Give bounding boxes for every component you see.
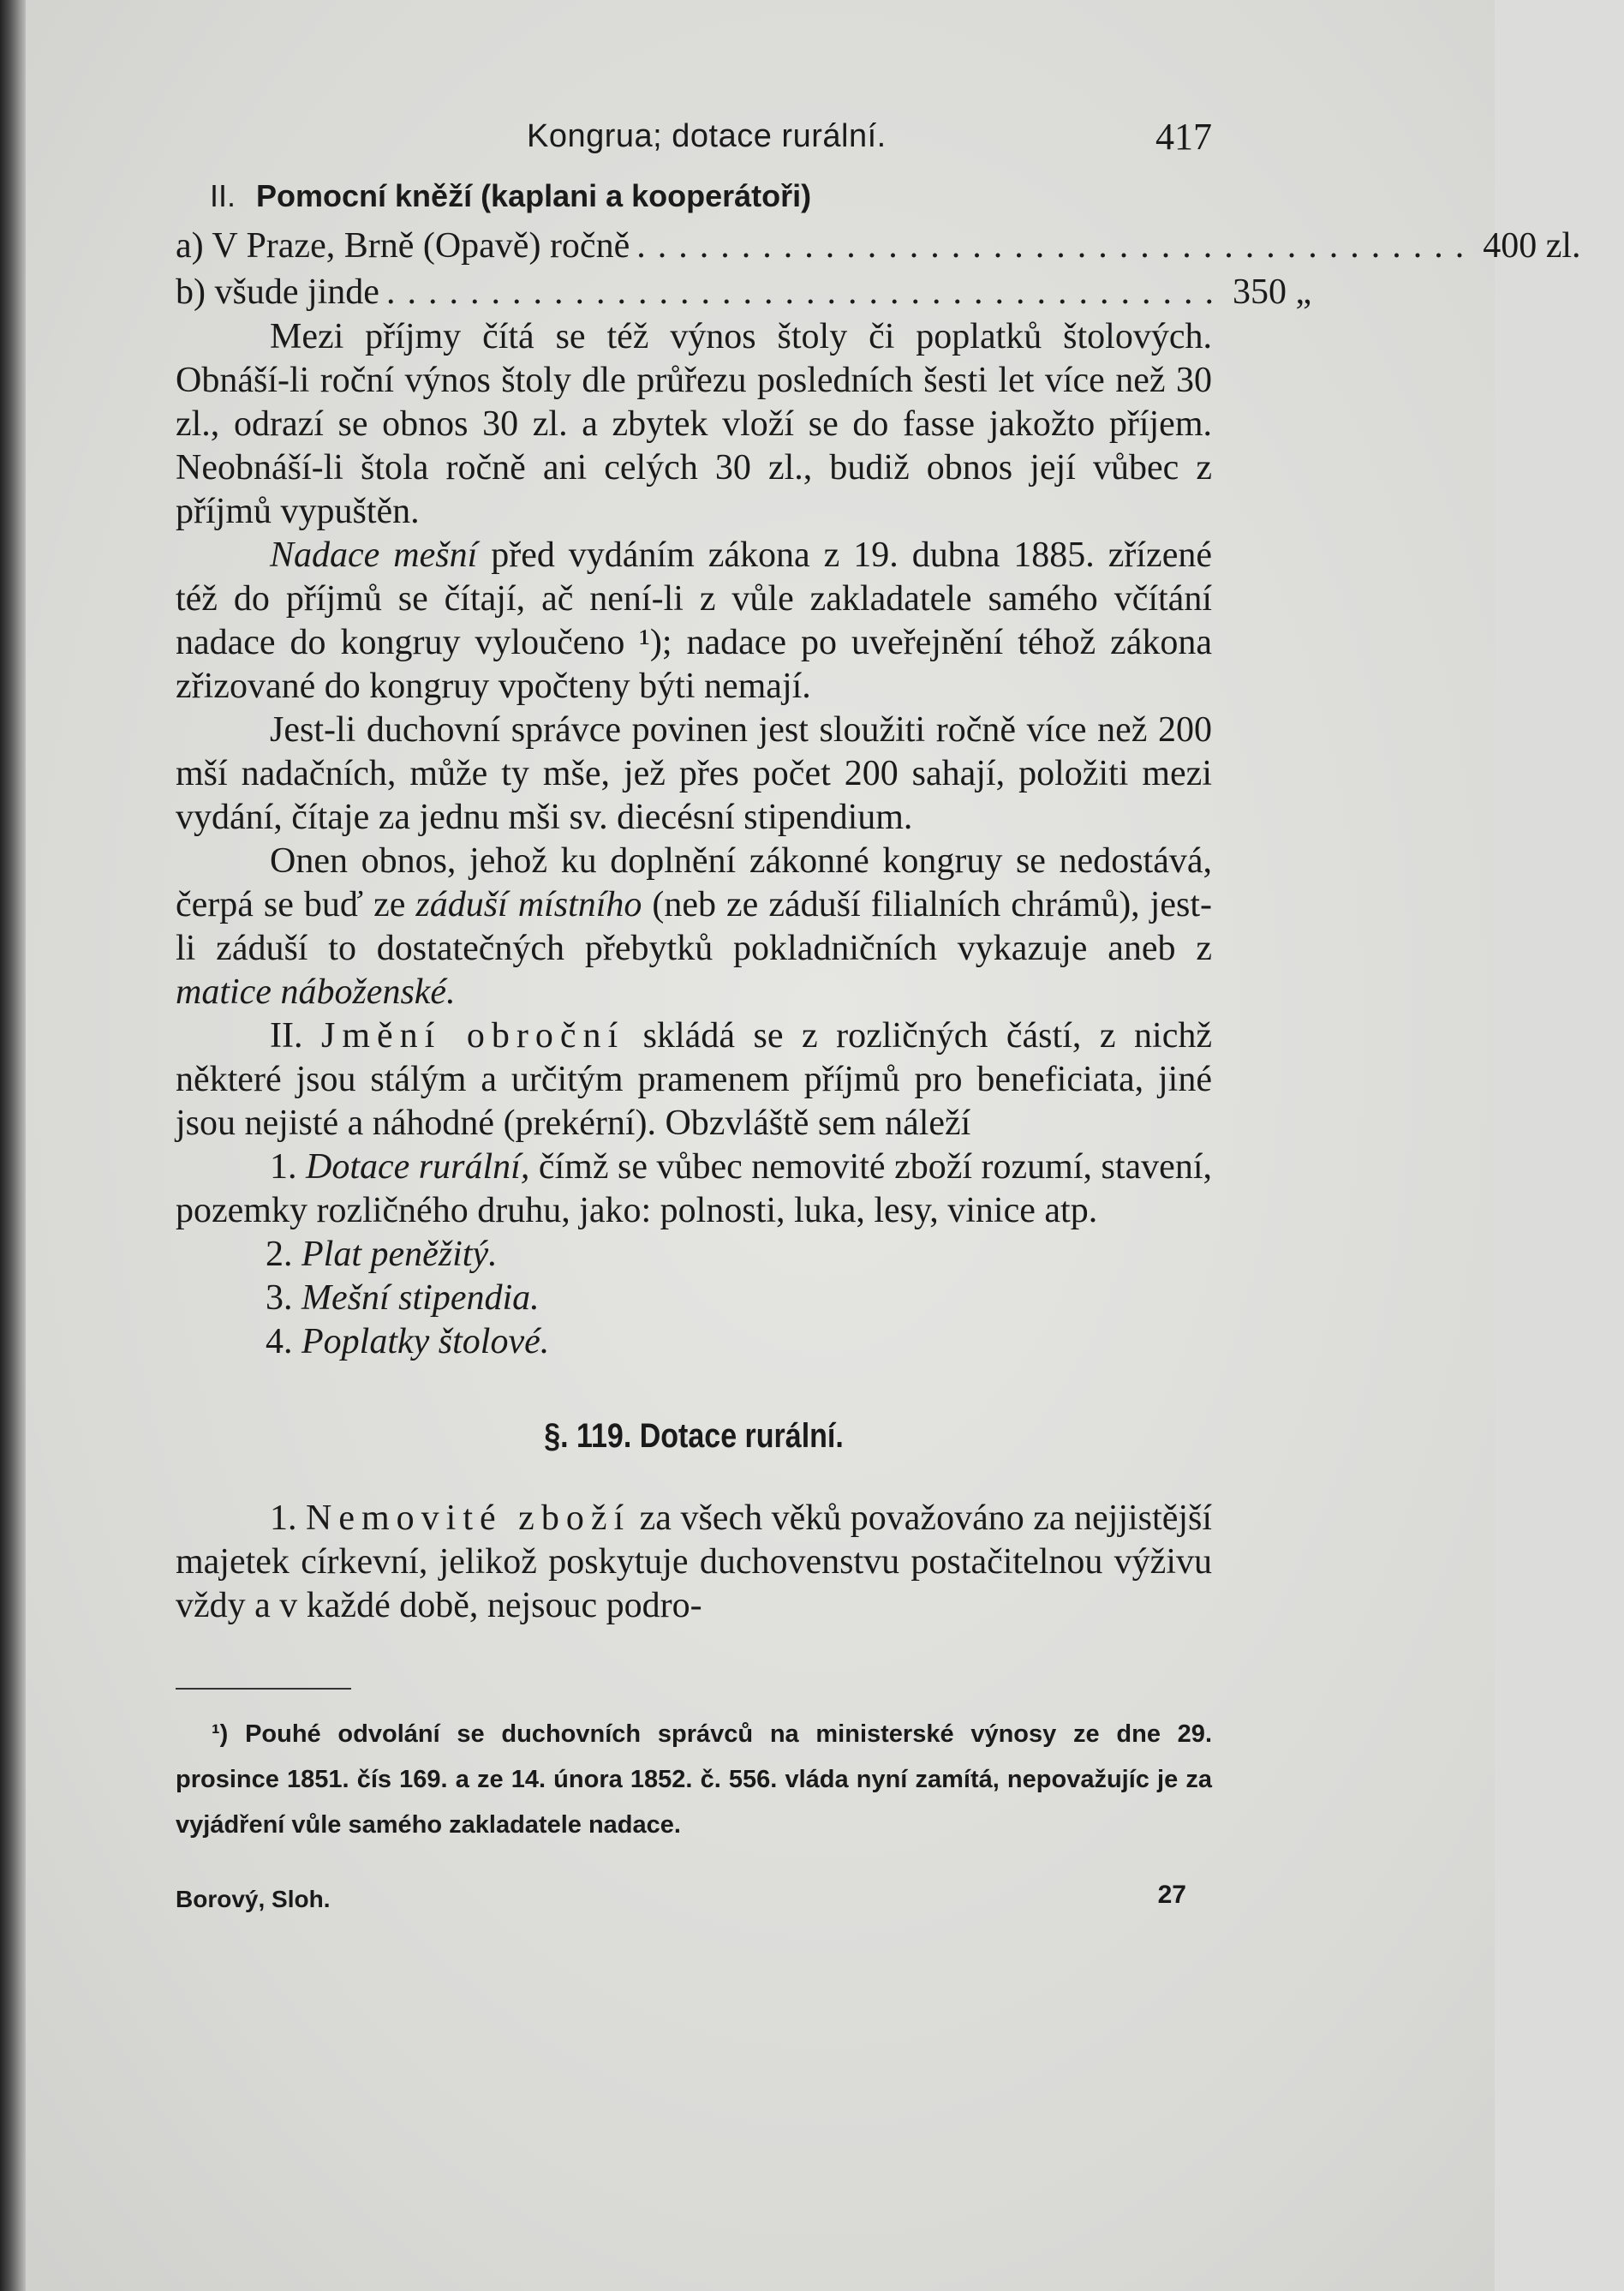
emphasis: záduší místního	[415, 885, 642, 924]
leader-dots: ........................................	[636, 226, 1477, 266]
paragraph-text: Onen obnos, jehož ku doplnění zákonné kongruy se nedostává, čerpá se buď ze	[176, 841, 1212, 924]
rate-label: b) všude jinde	[176, 272, 379, 312]
subheading	[210, 178, 1212, 214]
emphasis: Poplatky štolové.	[302, 1322, 550, 1361]
rate-row	[176, 223, 1581, 269]
page-number: 417	[1155, 116, 1212, 158]
text-block	[176, 103, 1581, 1929]
spaced-term: Jmění obroční	[321, 1016, 625, 1056]
paragraph-text: (neb ze záduší filialních chrámů), jest-li záduší to dostatečných přebytků pokladničních vykazuje aneb z	[176, 885, 1212, 968]
footnote	[176, 1712, 1212, 1848]
list-item	[266, 1320, 1212, 1364]
footnote-marker: ¹)	[212, 1720, 229, 1748]
signature-number: 27	[1157, 1881, 1186, 1909]
emphasis: matice náboženské.	[176, 972, 456, 1012]
rate-amount: 400 zl.	[1483, 226, 1581, 266]
rate-label: a) V Praze, Brně (Opavě) ročně	[176, 226, 630, 266]
paragraph-mse: Jest-li duchovní správce povinen jest sloužiti ročně více než 200 mší nadačních, může ty mše, jež přes počet 200 sahají, položiti mezi vydání, čítaje za jednu mši sv. diecésní stipendium.	[176, 710, 1212, 837]
paragraph-stola: Mezi příjmy čítá se též výnos štoly či poplatků štolových. Obnáší-li roční výnos štoly dle průřezu posledních šesti let více než 30 zl., odrazí se obnos 30 zl. a zbytek vloží se do fasse jakožto příjem. Neobnáší-li štola ročně ani celých 30 zl., budiž obnos její vůbec z příjmů vypuštěn.	[176, 317, 1212, 531]
signature-author: Borový, Sloh.	[176, 1886, 331, 1912]
list-text: čímž se vůbec nemovité zboží rozumí, stavení, pozemky rozličného druhu, jako: polnosti, luka, lesy, vinice atp.	[176, 1147, 1212, 1230]
subheading-number: II.	[210, 178, 236, 213]
leader-dots: ........................................	[385, 272, 1226, 312]
list-number: 4.	[266, 1322, 302, 1361]
footnote-text: Pouhé odvolání se duchovních správců na ministerské výnosy ze dne 29. prosince 1851. čís 169. a ze 14. února 1852. č. 556. vláda nyní zamítá, nepovažujíc je za vyjádření vůle samého zakladatele nadace.	[176, 1720, 1212, 1839]
paragraph-text: skládá se z rozličných částí, z nichž některé jsou stálým a určitým pramenem příjmů pro beneficiata, jiné jsou nejisté a náhodné (prekérní). Obzvláště sem náleží	[176, 1016, 1212, 1143]
emphasis: Dotace rurální,	[306, 1147, 530, 1187]
section-heading: §. 119. Dotace rurální.	[544, 1417, 844, 1455]
list-number: 3.	[266, 1278, 302, 1318]
list-number: 1.	[270, 1147, 307, 1187]
subheading-text: Pomocní kněží (kaplani a kooperátoři)	[256, 178, 812, 213]
paragraph-nemovite	[176, 1497, 1212, 1628]
emphasis: Nadace mešní	[270, 535, 478, 575]
paragraph-number: II.	[270, 1016, 321, 1056]
footnote-rule	[176, 1688, 351, 1690]
paragraph-jmeni	[176, 1014, 1212, 1146]
signature-line	[176, 1869, 1212, 1929]
rate-row	[176, 269, 1312, 315]
book-spine-shadow	[0, 0, 26, 2291]
rate-amount: 350 „	[1232, 272, 1312, 312]
running-head	[176, 103, 1212, 171]
emphasis: Plat peněžitý.	[302, 1235, 498, 1274]
paragraph-nadace	[176, 534, 1212, 709]
list-item	[176, 1146, 1212, 1233]
running-head-title: Kongrua; dotace rurální.	[527, 118, 887, 154]
paragraph-number: 1.	[270, 1498, 307, 1538]
list-number: 2.	[266, 1235, 302, 1274]
paragraph-text: za všech věků považováno za nejjistější majetek církevní, jelikož poskytuje duchovenstvu postačitelnou výživu vždy a v každé době, nejsouc podro-	[176, 1498, 1213, 1625]
paragraph-text: před vydáním zákona z 19. dubna 1885. zřízené též do příjmů se čítají, ač není-li z vůle zakladatele samého včítání nadace do kongruy vyloučeno ¹); nadace po uveřejnění téhož zákona zřizované do kongruy vpočteny býti nemají.	[176, 535, 1212, 706]
list-item	[266, 1233, 1212, 1277]
spaced-term: Nemovité zboží	[306, 1498, 631, 1538]
list-item	[266, 1277, 1212, 1320]
paragraph-obnos	[176, 840, 1212, 1014]
emphasis: Mešní stipendia.	[302, 1278, 540, 1318]
